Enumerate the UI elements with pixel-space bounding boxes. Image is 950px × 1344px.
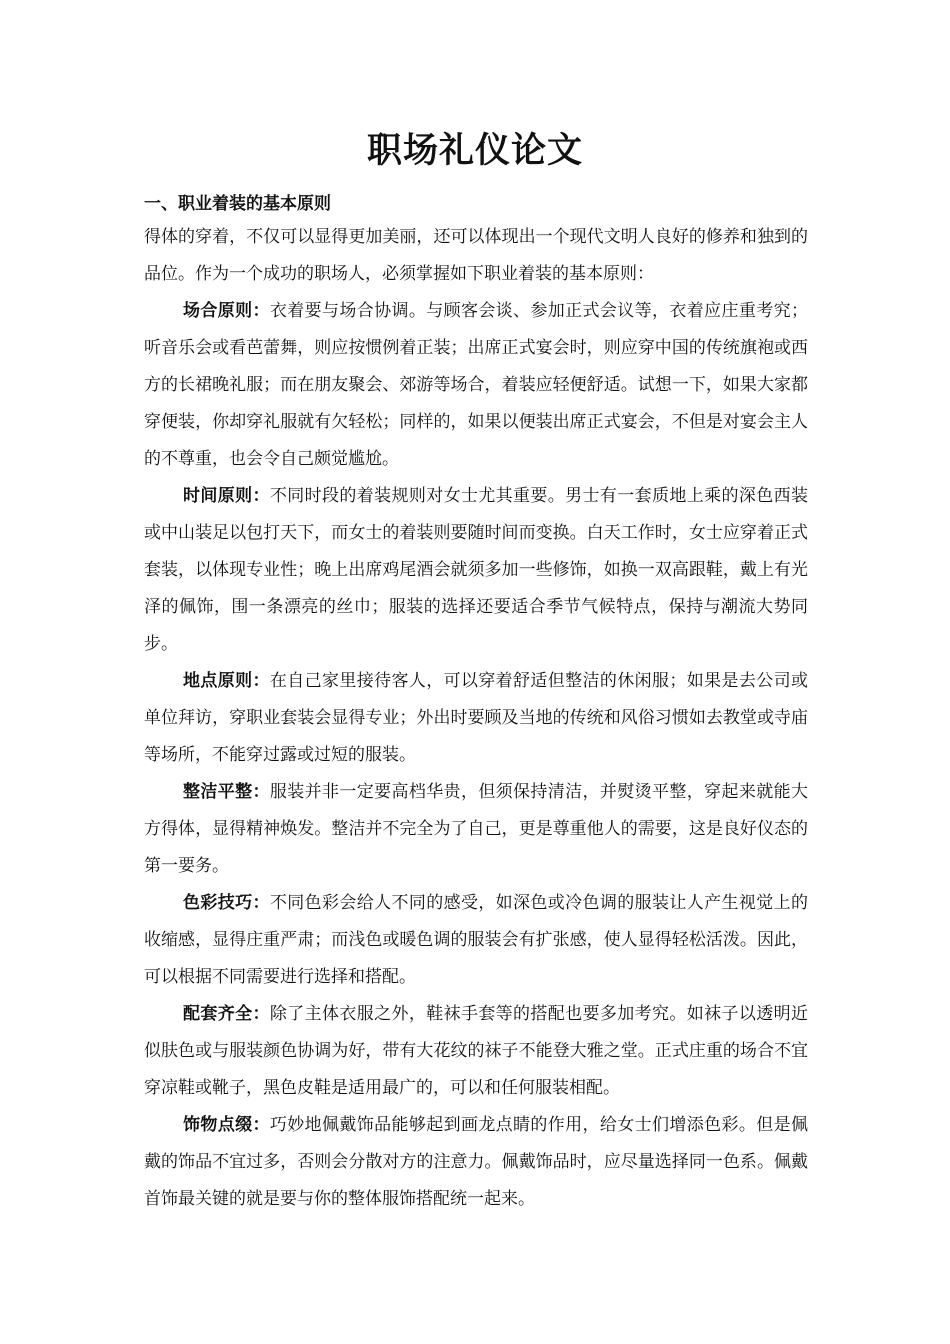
principle-text: 不同色彩会给人不同的感受，如深色或冷色调的服装让人产生视觉上的收缩感，显得庄重严肃；而浅色或暖色调的服装会有扩张感，使人显得轻松活泼。因此，可以根据不同需要进行选择和搭配。 (144, 893, 809, 987)
principle-term: 场合原则： (183, 301, 270, 321)
document-title: 职场礼仪论文 (366, 131, 583, 171)
principle-term: 地点原则： (183, 671, 270, 691)
document-body (144, 189, 808, 1218)
principle-text: 衣着要与场合协调。与顾客会谈、参加正式会议等，衣着应庄重考究；听音乐会或看芭蕾舞，则应按惯例着正装；出席正式宴会时，则应穿中国的传统旗袍或西方的长裙晚礼服；而在朋友聚会、郊游等场合，着装应轻便舒适。试想一下，如果大家都穿便装，你却穿礼服就有欠轻松；同样的，如果以便装出席正式宴会，不但是对宴会主人的不尊重，也会令自己颇觉尴尬。 (144, 301, 809, 469)
intro-paragraph: 得体的穿着，不仅可以显得更加美丽，还可以体现出一个现代文明人良好的修养和独到的品位。作为一个成功的职场人，必须掌握如下职业着装的基本原则： (144, 227, 808, 284)
section-heading: 一、职业着装的基本原则 (144, 194, 331, 214)
principle-term: 时间原则： (183, 486, 270, 506)
principle-text: 除了主体衣服之外，鞋袜手套等的搭配也要多加考究。如袜子以透明近似肤色或与服装颜色协调为好，带有大花纹的袜子不能登大雅之堂。正式庄重的场合不宜穿凉鞋或靴子，黑色皮鞋是适用最广的，可以和任何服装相配。 (144, 1004, 809, 1098)
principle-place (144, 663, 808, 774)
principle-accessories-set (144, 996, 808, 1107)
principle-text: 服装并非一定要高档华贵，但须保持清洁，并熨烫平整，穿起来就能大方得体，显得精神焕发。整洁并不完全为了自己，更是尊重他人的需要，这是良好仪态的第一要务。 (144, 782, 809, 876)
principle-neatness (144, 774, 808, 885)
principle-text: 不同时段的着装规则对女士尤其重要。男士有一套质地上乘的深色西装或中山装足以包打天下，而女士的着装则要随时间而变换。白天工作时，女士应穿着正式套装，以体现专业性；晚上出席鸡尾酒会就须多加一些修饰，如换一双高跟鞋，戴上有光泽的佩饰，围一条漂亮的丝巾；服装的选择还要适合季节气候特点，保持与潮流大势同步。 (144, 486, 809, 654)
principle-term: 色彩技巧： (183, 893, 270, 913)
principle-term: 配套齐全： (183, 1004, 270, 1024)
principle-text: 巧妙地佩戴饰品能够起到画龙点睛的作用，给女士们增添色彩。但是佩戴的饰品不宜过多，否则会分散对方的注意力。佩戴饰品时，应尽量选择同一色系。佩戴首饰最关键的就是要与你的整体服饰搭配统一起来。 (144, 1115, 809, 1209)
principle-occasion (144, 293, 808, 478)
principle-color (144, 885, 808, 996)
principle-text: 在自己家里接待客人，可以穿着舒适但整洁的休闲服；如果是去公司或单位拜访，穿职业套装会显得专业；外出时要顾及当地的传统和风俗习惯如去教堂或寺庙等场所，不能穿过露或过短的服装。 (144, 671, 809, 765)
principle-time (144, 478, 808, 663)
principle-term: 整洁平整： (183, 782, 270, 802)
principle-ornaments (144, 1107, 808, 1218)
principle-term: 饰物点缀： (183, 1115, 270, 1135)
